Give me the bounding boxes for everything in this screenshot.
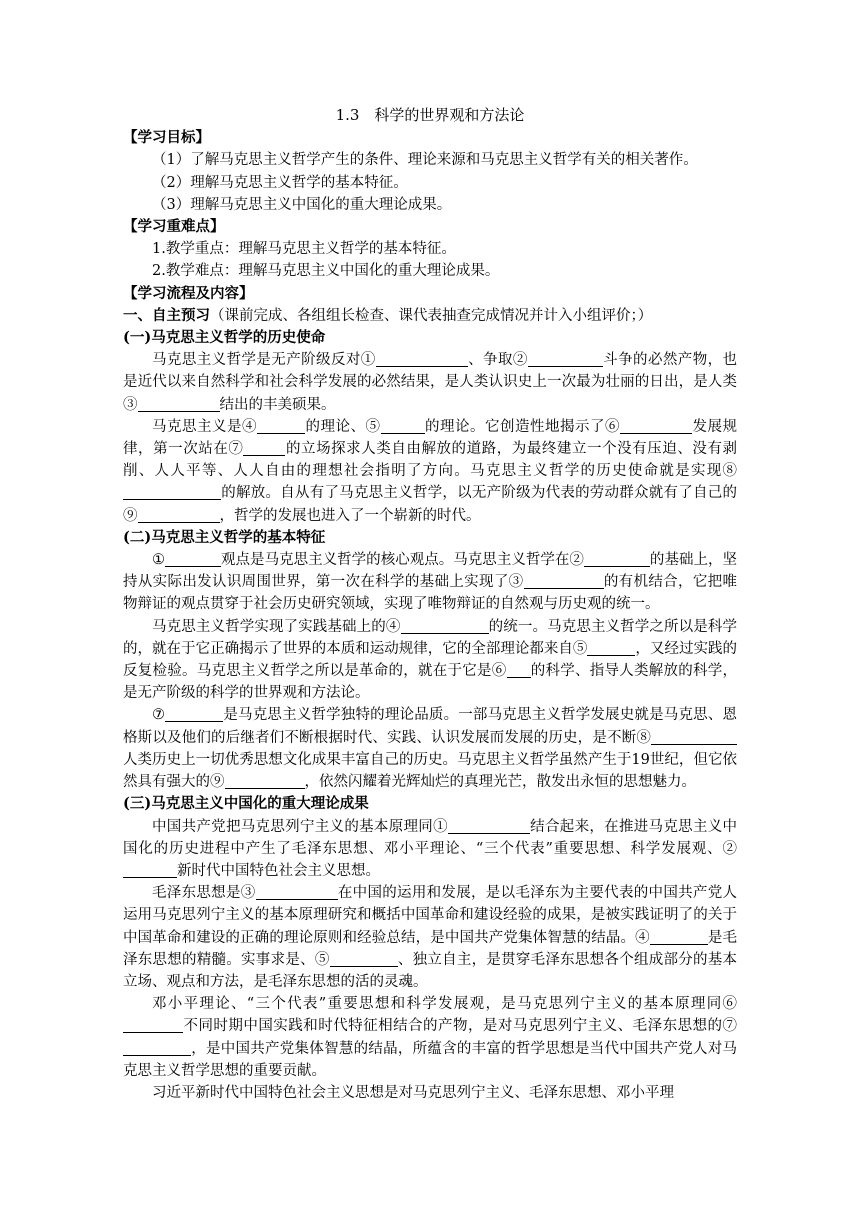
key-point-item: 2.教学难点：理解马克思主义中国化的重大理论成果。 <box>152 263 500 280</box>
section-2-paragraph-3: ⑦ 是马克思主义哲学独特的理论品质。一部马克思主义哲学发展史就是马克思、恩格斯以及他们的后继者们不断根据时代、实践、认识发展而发展的历史，是不断⑧人类历史上一切优秀思想文化成果丰富自己的历史。马克思主义哲学虽然产生于19世纪，但它依然具有强大的⑨ ，依然闪耀着光辉灿烂的真理光芒，散发出永恒的思想魅力。 <box>123 707 738 791</box>
fill-blank[interactable] <box>123 862 177 878</box>
fill-blank[interactable] <box>243 440 285 456</box>
fill-blank[interactable] <box>507 662 531 678</box>
key-points-heading: 【学习重难点】 <box>123 218 225 236</box>
fill-blank[interactable] <box>330 951 398 967</box>
fill-blank[interactable] <box>584 551 650 567</box>
section-3-paragraph-3: 邓小平理论、“三个代表”重要思想和科学发展观，是马克思列宁主义的基本原理同⑥不同时期中国实践和时代特征相结合的产物，是对马克思列宁主义、毛泽东思想的⑦，是中国共产党集体智慧的结晶，所蕴含的丰富的哲学思想是当代中国共产党人对马克思主义哲学思想的重要贡献。 <box>123 996 737 1079</box>
fill-blank[interactable] <box>256 884 338 900</box>
fill-blank[interactable] <box>165 551 221 567</box>
fill-blank[interactable] <box>123 1039 191 1055</box>
section-2-heading: (二)马克思主义哲学的基本特征 <box>123 528 326 546</box>
fill-blank[interactable] <box>165 706 223 722</box>
fill-blank[interactable] <box>524 573 604 589</box>
fill-blank[interactable] <box>376 351 468 367</box>
fill-blank[interactable] <box>138 395 220 411</box>
section-1-paragraph-2: 马克思主义是④ 的理论、⑤ 的理论。它创造性地揭示了⑥ 发展规律，第一次站在⑦ 的立场探求人类自由解放的道路，为最终建立一个没有压迫、没有剥削、人人平等、人人自由的理想社会指明了方向。马克思主义哲学的历史使命就是实现⑧的解放。自从有了马克思主义哲学，以无产阶级为代表的劳动群众就有了自己的⑨ ，哲学的发展也进入了一个崭新的时代。 <box>123 418 737 524</box>
document-page <box>123 104 737 1104</box>
section-3-paragraph-2: 毛泽东思想是③ 在中国的运用和发展，是以毛泽东为主要代表的中国共产党人运用马克思列宁主义的基本原理研究和概括中国革命和建设经验的成果，是被实践证明了的关于中国革命和建设的正确的理论原则和经验总结，是中国共产党集体智慧的结晶。④ 是毛泽东思想的精髓。实事求是、⑤ 、独立自主，是贯穿毛泽东思想各个组成部分的基本立场、观点和方法，是毛泽东思想的活的灵魂。 <box>123 885 738 990</box>
preview-note: （课前完成、各组组长检查、课代表抽查完成情况并计入小组评价；） <box>210 307 653 324</box>
fill-blank[interactable] <box>123 1017 183 1033</box>
section-2-paragraph-1: ① 观点是马克思主义哲学的核心观点。马克思主义哲学在② 的基础上，坚持从实际出发认识周围世界，第一次在科学的基础上实现了③ 的有机结合，它把唯物辩证的观点贯穿于社会历史研究领域，实现了唯物辩证的自然观与历史观的统一。 <box>123 552 738 613</box>
section-1-paragraph-1: 马克思主义哲学是无产阶级反对① 、争取② 斗争的必然产物，也是近代以来自然科学和社会科学发展的必然结果，是人类认识史上一次最为壮丽的日出，是人类③ 结出的丰美硕果。 <box>123 352 738 413</box>
fill-blank[interactable] <box>650 928 708 944</box>
fill-blank[interactable] <box>448 817 530 833</box>
fill-blank[interactable] <box>528 351 603 367</box>
section-2-paragraph-2: 马克思主义哲学实现了实践基础上的④ 的统一。马克思主义哲学之所以是科学的，就在于它正确揭示了世界的本质和运动规律，它的全部理论都来自⑤ ，又经过实践的反复检验。马克思主义哲学之所以是革命的，就在于它是⑥ 的科学、指导人类解放的科学，是无产阶级的科学的世界观和方法论。 <box>123 618 738 702</box>
key-point-item: 1.教学重点：理解马克思主义哲学的基本特征。 <box>152 241 456 258</box>
fill-blank[interactable] <box>138 506 220 522</box>
page-title: 1.3 科学的世界观和方法论 <box>335 106 525 124</box>
section-3-paragraph-4: 习近平新时代中国特色社会主义思想是对马克思列宁主义、毛泽东思想、邓小平理 <box>152 1084 674 1101</box>
fill-blank[interactable] <box>620 418 692 434</box>
preview-label: 一、自主预习 <box>123 306 210 324</box>
fill-blank[interactable] <box>401 617 489 633</box>
fill-blank[interactable] <box>225 773 305 789</box>
process-heading: 【学习流程及内容】 <box>123 284 254 302</box>
section-3-paragraph-1: 中国共产党把马克思列宁主义的基本原理同① 结合起来，在推进马克思主义中国化的历史进程中产生了毛泽东思想、邓小平理论、“三个代表”重要思想、科学发展观、②新时代中国特色社会主义思想。 <box>123 818 738 879</box>
objective-item: （3）理解马克思主义中国化的重大理论成果。 <box>152 196 452 213</box>
fill-blank[interactable] <box>257 418 305 434</box>
section-3-heading: (三)马克思主义中国化的重大理论成果 <box>123 795 369 813</box>
objectives-heading: 【学习目标】 <box>123 129 210 147</box>
objective-item: （1）了解马克思主义哲学产生的条件、理论来源和马克思主义哲学有关的相关著作。 <box>152 152 698 169</box>
preview-line <box>123 305 737 327</box>
fill-blank[interactable] <box>381 418 425 434</box>
fill-blank[interactable] <box>587 640 635 656</box>
section-1-heading: (一)马克思主义哲学的历史使命 <box>123 329 326 347</box>
fill-blank[interactable] <box>123 484 221 500</box>
fill-blank[interactable] <box>651 728 737 744</box>
objective-item: （2）理解马克思主义哲学的基本特征。 <box>152 174 408 191</box>
